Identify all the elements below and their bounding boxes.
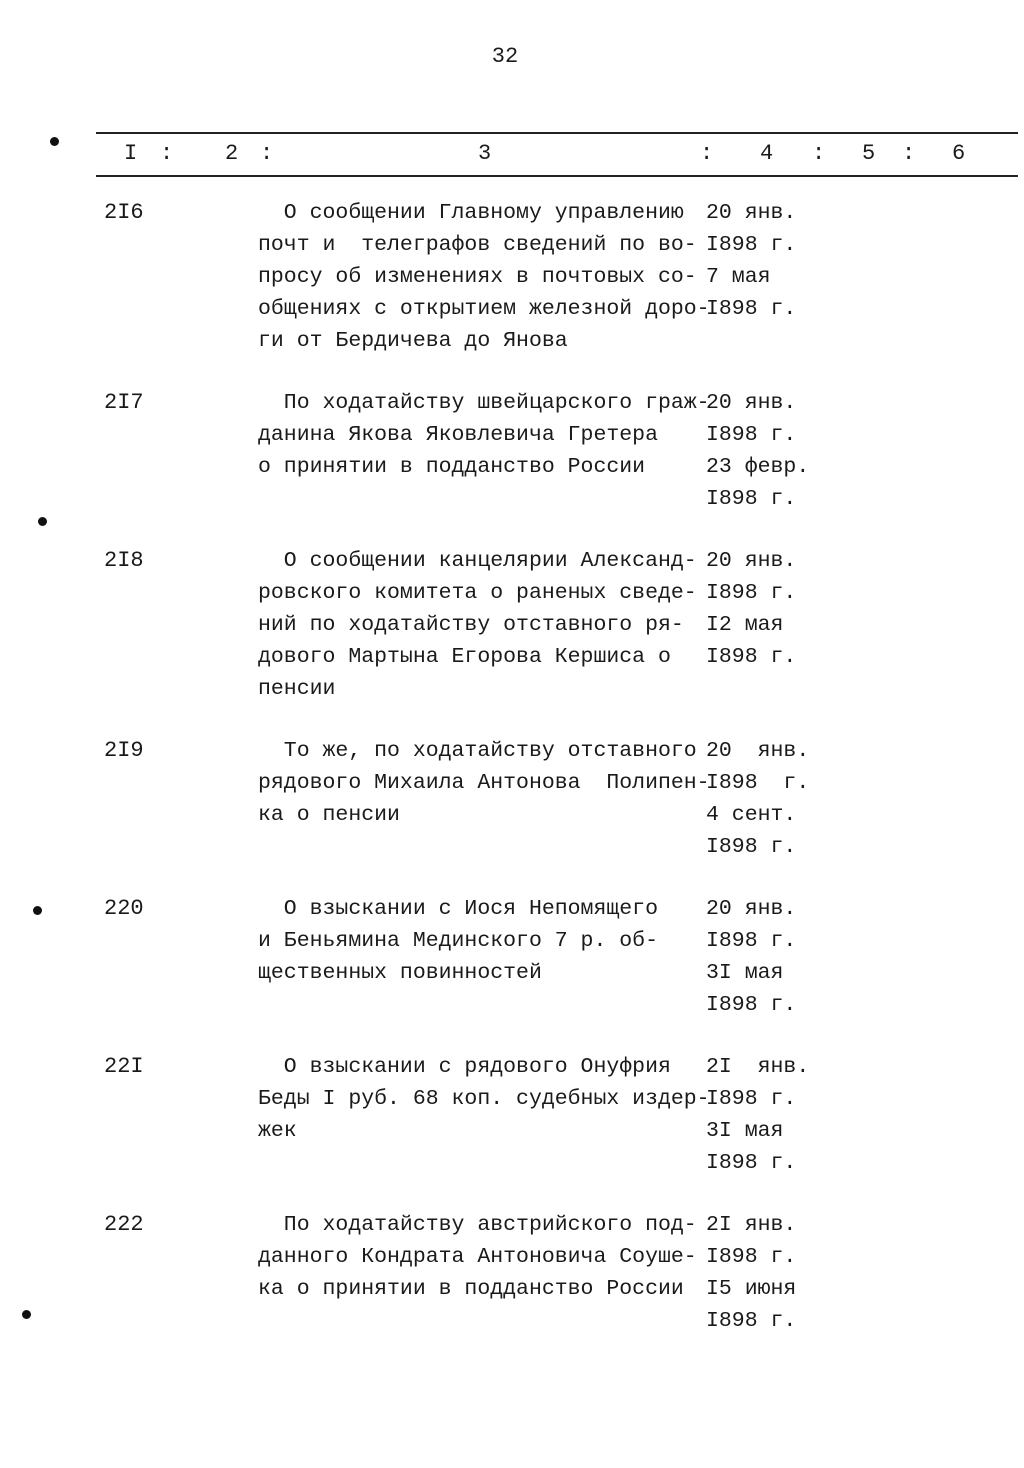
description-line: По ходатайству швейцарского граж-	[258, 391, 710, 415]
description-line: данного Кондрата Антоновича Соуше-	[258, 1245, 697, 1269]
date-line: I898 г.	[706, 645, 797, 669]
row-description	[258, 1051, 710, 1179]
table-row	[0, 1209, 1024, 1337]
date-line: 20 янв.	[706, 201, 797, 225]
header-col-1: I	[124, 141, 138, 166]
row-description	[258, 197, 710, 357]
row-description	[258, 387, 710, 515]
date-line: 2I янв.	[706, 1213, 797, 1237]
description-line: По ходатайству австрийского под-	[258, 1213, 697, 1237]
table-row	[0, 735, 1024, 863]
description-line: пенсии	[258, 677, 336, 701]
table-row	[0, 1051, 1024, 1179]
row-dates	[706, 1209, 796, 1337]
row-description	[258, 545, 698, 705]
row-dates	[706, 735, 809, 863]
date-line: I5 июня	[706, 1277, 797, 1301]
row-number: 220	[104, 896, 144, 921]
date-line: I898 г.	[706, 487, 797, 511]
date-line: I898 г.	[706, 233, 797, 257]
date-line: I898 г.	[706, 1309, 797, 1333]
date-line: I898 г.	[706, 1151, 797, 1175]
description-line: ровского комитета о раненых сведе-	[258, 581, 697, 605]
date-line: 3I мая	[706, 961, 784, 985]
description-line: дового Мартына Егорова Кершиса о	[258, 645, 671, 669]
date-line: I898 г.	[706, 993, 797, 1017]
row-dates	[706, 1051, 809, 1179]
header-sep: :	[700, 141, 714, 166]
table-header	[0, 141, 1024, 169]
date-line: I898 г.	[706, 1087, 797, 1111]
description-line: почт и телеграфов сведений по во-	[258, 233, 697, 257]
date-line: 20 янв.	[706, 391, 797, 415]
date-line: I898 г.	[706, 929, 797, 953]
header-col-4: 4	[760, 141, 774, 166]
header-sep: :	[812, 141, 826, 166]
date-line: I898 г.	[706, 835, 797, 859]
header-col-3: 3	[478, 141, 492, 166]
row-dates	[706, 545, 796, 673]
header-col-5: 5	[862, 141, 876, 166]
date-line: I898 г.	[706, 423, 797, 447]
description-line: О сообщении канцелярии Александ-	[258, 549, 697, 573]
date-line: I898 г.	[706, 1245, 797, 1269]
date-line: 3I мая	[706, 1119, 784, 1143]
description-line: и Беньямина Мединского 7 р. об-	[258, 929, 658, 953]
description-line: О сообщении Главному управлению	[258, 201, 684, 225]
row-dates	[706, 197, 796, 325]
date-line: 20 янв.	[706, 739, 810, 763]
description-line: рядового Михаила Антонова Полипен-	[258, 771, 710, 795]
description-line: ний по ходатайству отставного ря-	[258, 613, 684, 637]
description-line: ка о принятии в подданство России	[258, 1277, 684, 1301]
table-top-rule	[96, 132, 1018, 134]
row-number: 2I6	[104, 200, 144, 225]
row-dates	[706, 387, 809, 515]
description-line: О взыскании с Иося Непомящего	[258, 897, 658, 921]
header-sep: :	[160, 141, 174, 166]
date-line: 2I янв.	[706, 1055, 810, 1079]
description-line: ги от Бердичева до Янова	[258, 329, 568, 353]
date-line: 23 февр.	[706, 455, 810, 479]
row-description	[258, 893, 698, 1021]
table-body	[0, 197, 1024, 1367]
date-line: 20 янв.	[706, 549, 797, 573]
description-line: О взыскании с рядового Онуфрия	[258, 1055, 671, 1079]
table-row	[0, 893, 1024, 1021]
date-line: 7 мая	[706, 265, 771, 289]
date-line: I898 г.	[706, 581, 797, 605]
description-line: То же, по ходатайству отставного	[258, 739, 697, 763]
table-header-rule	[96, 175, 1018, 177]
row-number: 2I9	[104, 738, 144, 763]
row-number: 222	[104, 1212, 144, 1237]
description-line: ка о пенсии	[258, 803, 400, 827]
row-number: 22I	[104, 1054, 144, 1079]
header-col-2: 2	[225, 141, 239, 166]
description-line: данина Якова Яковлевича Гретера	[258, 423, 658, 447]
date-line: I2 мая	[706, 613, 784, 637]
table-row	[0, 197, 1024, 357]
page-number: 32	[491, 44, 519, 69]
date-line: I898 г.	[706, 297, 797, 321]
description-line: просу об изменениях в почтовых со-	[258, 265, 697, 289]
row-number: 2I8	[104, 548, 144, 573]
table-row	[0, 387, 1024, 515]
description-line: общениях с открытием железной доро-	[258, 297, 710, 321]
table-row	[0, 545, 1024, 705]
row-description	[258, 1209, 698, 1337]
header-sep: :	[260, 141, 274, 166]
description-line: щественных повинностей	[258, 961, 542, 985]
description-line: жек	[258, 1119, 297, 1143]
description-line: Беды I руб. 68 коп. судебных издер-	[258, 1087, 710, 1111]
date-line: 4 сент.	[706, 803, 797, 827]
header-col-6: 6	[952, 141, 966, 166]
row-description	[258, 735, 710, 863]
date-line: 20 янв.	[706, 897, 797, 921]
header-sep: :	[902, 141, 916, 166]
row-number: 2I7	[104, 390, 144, 415]
row-dates	[706, 893, 796, 1021]
description-line: о принятии в подданство России	[258, 455, 646, 479]
date-line: I898 г.	[706, 771, 810, 795]
